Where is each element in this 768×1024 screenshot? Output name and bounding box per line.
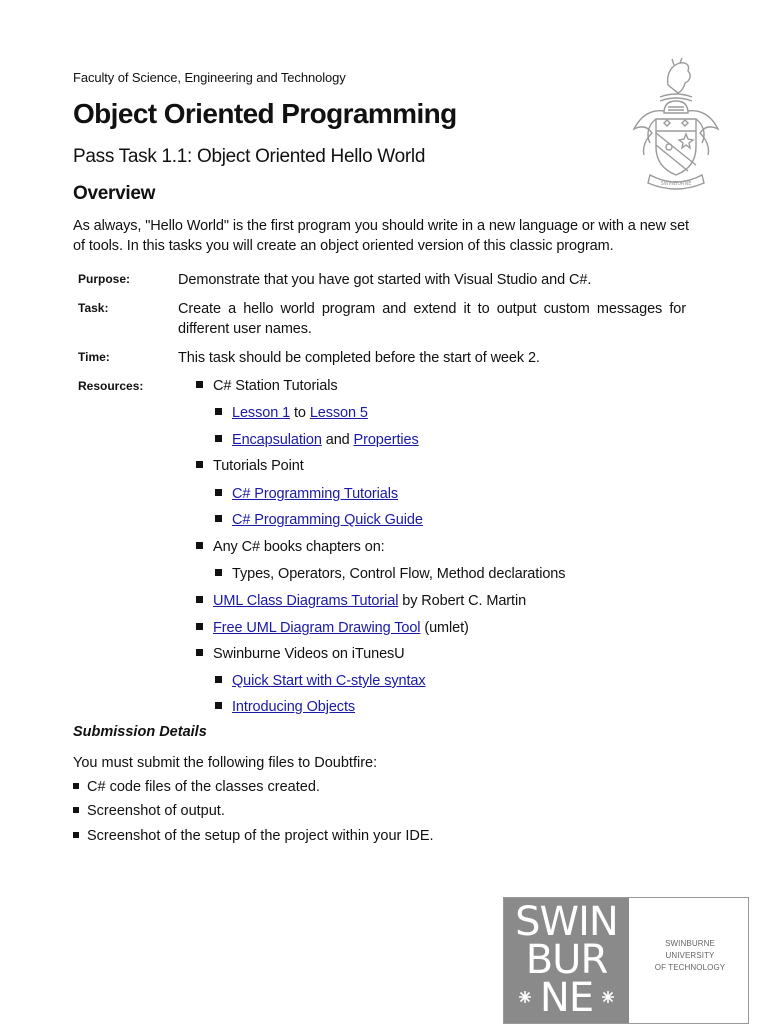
bullet-icon xyxy=(215,569,222,576)
submission-heading: Submission Details xyxy=(73,724,207,740)
svg-text:SWINBURNE: SWINBURNE xyxy=(660,181,692,187)
intro-objects-link[interactable]: Introducing Objects xyxy=(232,699,356,715)
time-text: This task should be completed before the start of week 2. xyxy=(178,350,540,366)
list-item: C# code files of the classes created. xyxy=(73,779,320,795)
encapsulation-link[interactable]: Encapsulation xyxy=(232,432,322,448)
list-item xyxy=(215,673,426,689)
list-item: Any C# books chapters on: xyxy=(196,539,385,555)
cs-quick-guide-link[interactable]: C# Programming Quick Guide xyxy=(232,512,423,528)
task-text: Create a hello world program and extend it to output custom messages for different user names. xyxy=(178,301,686,337)
list-item: Swinburne Videos on iTunesU xyxy=(196,646,405,662)
bullet-icon xyxy=(215,489,222,496)
list-item xyxy=(215,512,423,528)
time-label: Time: xyxy=(78,350,110,364)
overview-heading: Overview xyxy=(73,183,156,204)
bullet-icon xyxy=(215,676,222,683)
resources-label: Resources: xyxy=(78,379,144,393)
list-item xyxy=(215,486,398,502)
list-item: Screenshot of output. xyxy=(73,803,225,819)
asterisk-icon xyxy=(601,990,615,1004)
list-item: Screenshot of the setup of the project within your IDE. xyxy=(73,828,434,844)
cs-tutorials-link[interactable]: C# Programming Tutorials xyxy=(232,486,399,502)
bullet-icon xyxy=(196,596,203,603)
bullet-icon xyxy=(215,435,222,442)
bullet-icon xyxy=(196,623,203,630)
overview-text: As always, "Hello World" is the first program you should write in a new language or with a new set of tools. In this tasks you will create an object oriented version of this classic program. xyxy=(73,218,689,254)
list-item: UML Class Diagrams Tutorial by Robert C. Martin xyxy=(196,593,526,609)
bullet-icon xyxy=(196,649,203,656)
submission-intro: You must submit the following files to Doubtfire: xyxy=(73,755,378,771)
swinburne-logo xyxy=(503,897,749,1024)
purpose-label: Purpose: xyxy=(78,272,131,286)
properties-link[interactable]: Properties xyxy=(353,432,419,448)
task-label: Task: xyxy=(78,301,109,315)
lesson5-link[interactable]: Lesson 5 xyxy=(309,405,368,421)
bullet-icon xyxy=(196,542,203,549)
bullet-icon xyxy=(215,702,222,709)
list-item: Tutorials Point xyxy=(196,458,304,474)
quick-start-link[interactable]: Quick Start with C-style syntax xyxy=(232,673,426,689)
uml-tutorial-link[interactable]: UML Class Diagrams Tutorial xyxy=(213,593,399,609)
list-item: Encapsulation and Properties xyxy=(215,432,419,448)
list-item xyxy=(215,699,355,715)
asterisk-icon xyxy=(518,990,532,1004)
logo-mark: SWIN BUR NE xyxy=(504,898,629,1023)
list-item: Types, Operators, Control Flow, Method declarations xyxy=(215,566,565,582)
list-item: C# Station Tutorials xyxy=(196,378,338,394)
bullet-icon xyxy=(196,381,203,388)
bullet-icon xyxy=(196,461,203,468)
task-subtitle: Pass Task 1.1: Object Oriented Hello World xyxy=(73,146,426,167)
faculty-name: Faculty of Science, Engineering and Technology xyxy=(73,70,346,85)
purpose-text: Demonstrate that you have got started with Visual Studio and C#. xyxy=(178,272,592,288)
logo-caption: SWINBURNE UNIVERSITY OF TECHNOLOGY xyxy=(654,939,726,972)
university-crest-icon xyxy=(630,55,722,195)
list-item: Free UML Diagram Drawing Tool (umlet) xyxy=(196,620,469,636)
lesson1-link[interactable]: Lesson 1 xyxy=(232,405,291,421)
bullet-icon xyxy=(73,832,79,838)
list-item: Lesson 1 to Lesson 5 xyxy=(215,405,368,421)
uml-tool-link[interactable]: Free UML Diagram Drawing Tool xyxy=(213,620,421,636)
bullet-icon xyxy=(215,515,222,522)
bullet-icon xyxy=(215,408,222,415)
bullet-icon xyxy=(73,783,79,789)
bullet-icon xyxy=(73,807,79,813)
page-title: Object Oriented Programming xyxy=(73,98,457,129)
